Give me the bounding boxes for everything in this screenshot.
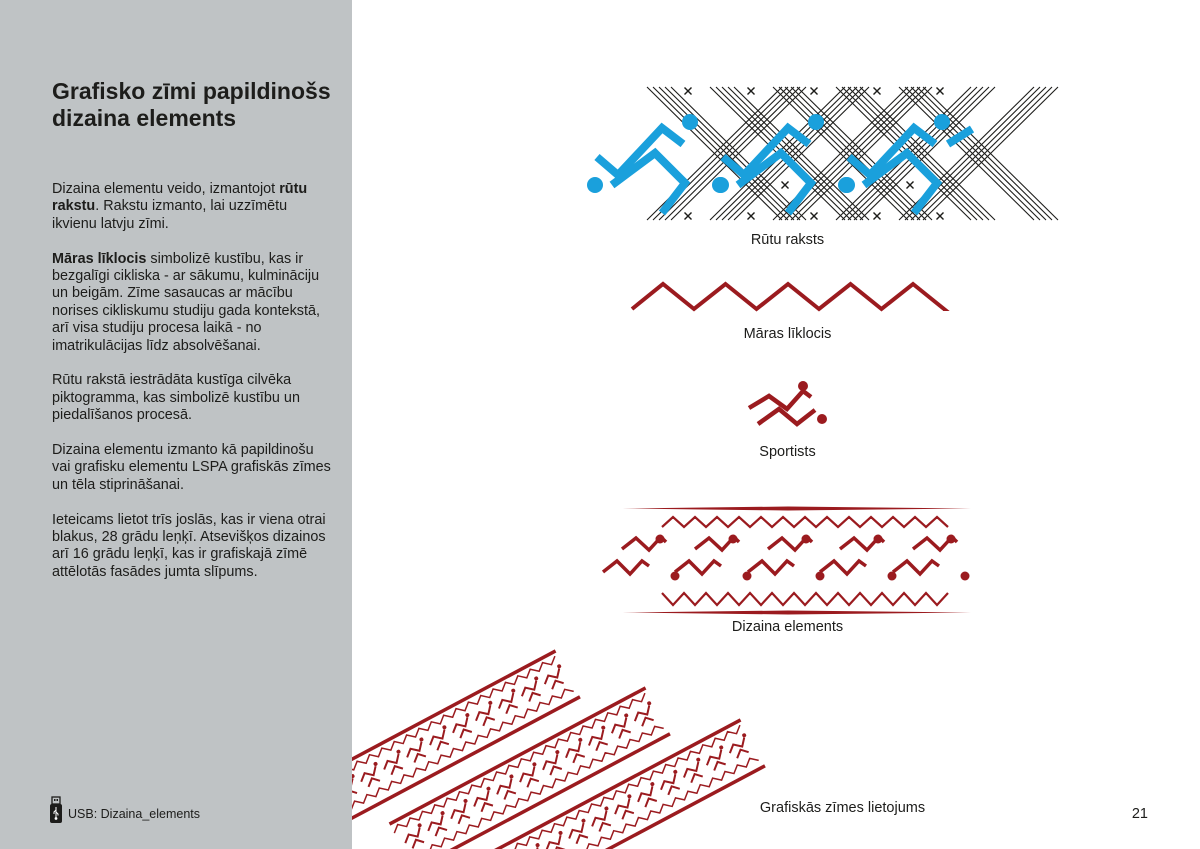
page-number: 21 xyxy=(1131,806,1148,822)
caption-lietojums: Grafiskās zīmes lietojums xyxy=(759,800,926,816)
usb-label: USB: Dizaina_elements xyxy=(68,806,201,821)
paragraph-1: Dizaina elementu veido, izmantojot rūtu rakstu. Rakstu izmanto, lai uzzīmētu ikvienu latvju zīmi. xyxy=(52,181,308,232)
sportists-icon xyxy=(747,379,829,441)
caption-maras: Māras līklocis xyxy=(743,326,832,342)
caption-sportists: Sportists xyxy=(759,444,816,460)
dizaina-elements-graphic xyxy=(600,505,975,617)
paragraph-2: Māras līklocis simbolizē kustību, kas ir bezgalīgi cikliska - ar sākumu, kulmināciju un beigām. Zīme sasaucas ar mācību norises cikliskumu studiju gada kontekstā, arī visa studiju procesa laikā - no imatrikulācijas līdz absolvēšanai. xyxy=(52,250,320,354)
sidebar xyxy=(0,0,352,849)
paragraph-3: Rūtu rakstā iestrādāta kustīga cilvēka piktogramma, kas simbolizē kustību un piedalīšanos procesā. xyxy=(52,372,300,424)
usb-stick-icon xyxy=(50,797,62,830)
page-title: Grafisko zīmi papildinošs dizaina elements xyxy=(52,78,331,131)
diagonal-bands-graphic xyxy=(352,640,912,849)
caption-dizaina: Dizaina elements xyxy=(731,619,844,635)
body-text xyxy=(52,181,334,599)
caption-rutu: Rūtu raksts xyxy=(750,232,825,248)
maras-liklocis-graphic xyxy=(630,281,945,315)
usb-reference xyxy=(50,797,200,830)
paragraph-5: Ieteicams lietot trīs joslās, kas ir viena otrai blakus, 28 grādu leņķī. Atsevišķos dizainos arī 16 grādu leņķī, kas ir grafiskajā zīmē attēlotās fasādes jumta slīpums. xyxy=(52,511,326,580)
rutu-raksts-graphic xyxy=(585,85,990,225)
paragraph-4: Dizaina elementu izmanto kā papildinošu vai grafisku elementu LSPA grafiskās zīmes un tēla stiprināšanai. xyxy=(52,442,331,493)
